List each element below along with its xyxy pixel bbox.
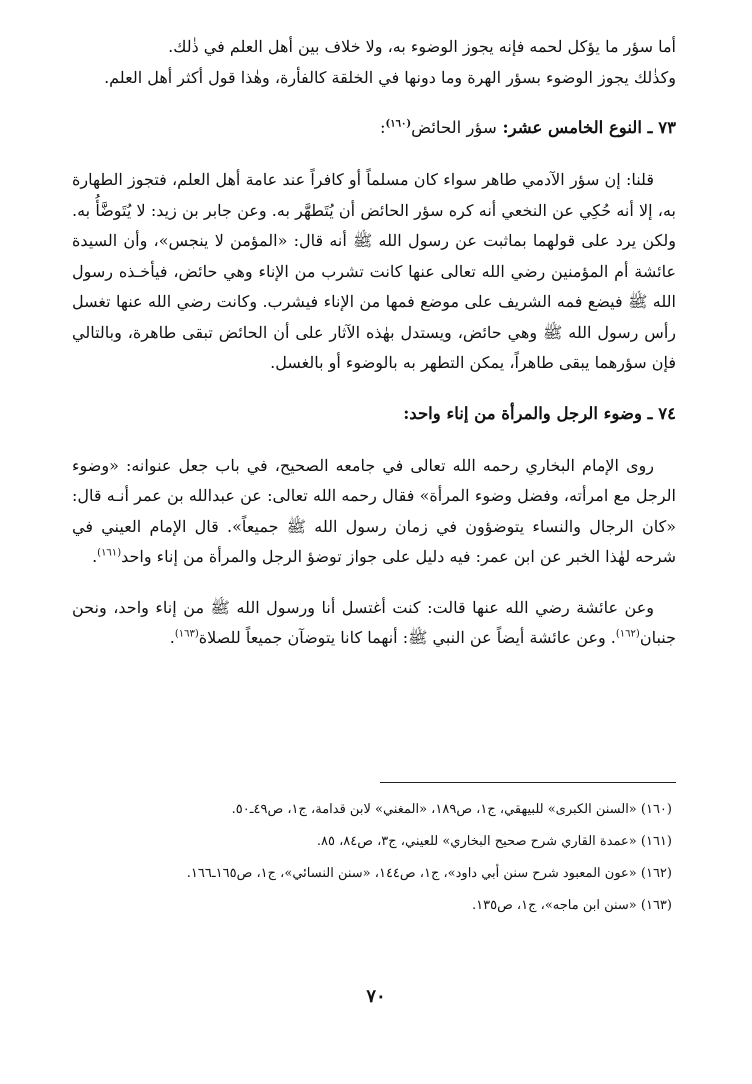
section-73-title: النوع الخامس عشر: — [502, 118, 642, 137]
section-74-p1-text: روى الإمام البخاري رحمه الله تعالى في جامعه الصحيح، في باب جعل عنوانه: «وضوء الرجل مع امرأته، وفضل وضوء المرأة» فقال رحمه الله تعالى: عن عبدالله بن عمر أنـه قال: «كان الرجال والنساء يتوضؤون في زمان رسول الله ﷺ جميعاً». قال الإمام العيني في شرحه لهٰذا الخبر عن ابن عمر: فيه دليل على جواز توضؤ الرجل والمرأة من إناء واحد — [72, 455, 677, 566]
section-73-body: قلنا: إن سؤر الآدمي طاهر سواء كان مسلماً أو كافراً عند عامة أهل العلم، فتجوز الطهارة به، إلا أنه حُكِي عن النخعي أنه كره سؤر الحائض أن يُتَطهَّر به. وعن جابر بن زيد: لا يُتَوضَّأُ به. ولكن يرد على قولهما بماثبت عن رسول الله ﷺ أنه قال: «المؤمن لا ينجس»، وأن السيدة عائشة أم المؤمنين رضي الله تعالى عنها كانت تشرب من الإناء وهي حائض، فيأخـذه رسول الله ﷺ فيضع فمه الشريف على موضع فمها من الإناء فيشرب. وكانت رضي الله عنها تغسل رأس رسول الله ﷺ وهي حائض، ويستدل بهٰذه الآثار على أن الحائض تبقى طاهرة، وبالتالي فإن سؤرهما يبقى طاهراً، يمكن التطهر به بالوضوء أو بالغسل. — [72, 170, 677, 372]
footnotes — [72, 794, 672, 922]
footnote-162: (١٦٢) «عون المعبود شرح سنن أبي داود»، ج١، ص١٤٤، «سنن النسائي»، ج١، ص١٦٥ـ١٦٦. — [186, 866, 672, 881]
page-number: ٧٠ — [366, 986, 386, 1007]
section-73-heading — [72, 113, 676, 143]
section-74-p2-text-a: وعن عائشة رضي الله عنها قالت: كنت أغتسل أنا ورسول الله ﷺ من إناء واحد، ونحن جنبان — [72, 597, 676, 647]
footnote-161: (١٦١) «عمدة القاري شرح صحيح البخاري» للعيني، ج٣، ص٨٤، ٨٥. — [316, 834, 672, 849]
footnote-ref-160: (١٦٠) — [385, 118, 412, 130]
section-74-p2-text-b: . وعن عائشة أيضاً عن النبي ﷺ: أنهما كانا يتوضآن جميعاً للصلاة — [198, 628, 616, 647]
section-73-number: ٧٣ ـ — [647, 118, 676, 137]
intro-paragraph-1: أما سؤر ما يؤكل لحمه فإنه يجوز الوضوء به، ولا خلاف بين أهل العلم في ذٰلك. — [168, 37, 676, 56]
footnote-160: (١٦٠) «السنن الكبرى» للبيهقي، ج١، ص١٨٩، «المغني» لابن قدامة، ج١، ص٤٩ـ٥٠. — [231, 802, 672, 817]
footnote-separator — [380, 782, 676, 783]
section-74-heading — [72, 399, 676, 429]
section-74-p1-end: . — [92, 547, 98, 566]
section-74-number: ٧٤ ـ — [647, 403, 676, 423]
section-73-colon: : — [379, 118, 386, 137]
section-73-subtitle: سؤر الحائض — [411, 118, 497, 137]
footnote-163: (١٦٣) «سنن ابن ماجه»، ج١، ص١٣٥. — [471, 898, 672, 913]
section-74-title: وضوء الرجل والمرأة من إناء واحد: — [403, 403, 642, 423]
intro-paragraph-2: وكذٰلك يجوز الوضوء بسؤر الهرة وما دونها في الخلقة كالفأرة، وهٰذا قول أكثر أهل العلم. — [104, 67, 676, 87]
footnote-ref-162: (١٦٢) — [615, 628, 640, 640]
section-74-paragraph-1 — [72, 451, 676, 573]
section-74-paragraph-2 — [72, 593, 676, 654]
footnote-ref-163: (١٦٣) — [174, 628, 199, 640]
section-74-p2-end: . — [169, 628, 175, 647]
page-body — [72, 32, 676, 654]
footnote-ref-161: (١٦١) — [97, 547, 122, 559]
